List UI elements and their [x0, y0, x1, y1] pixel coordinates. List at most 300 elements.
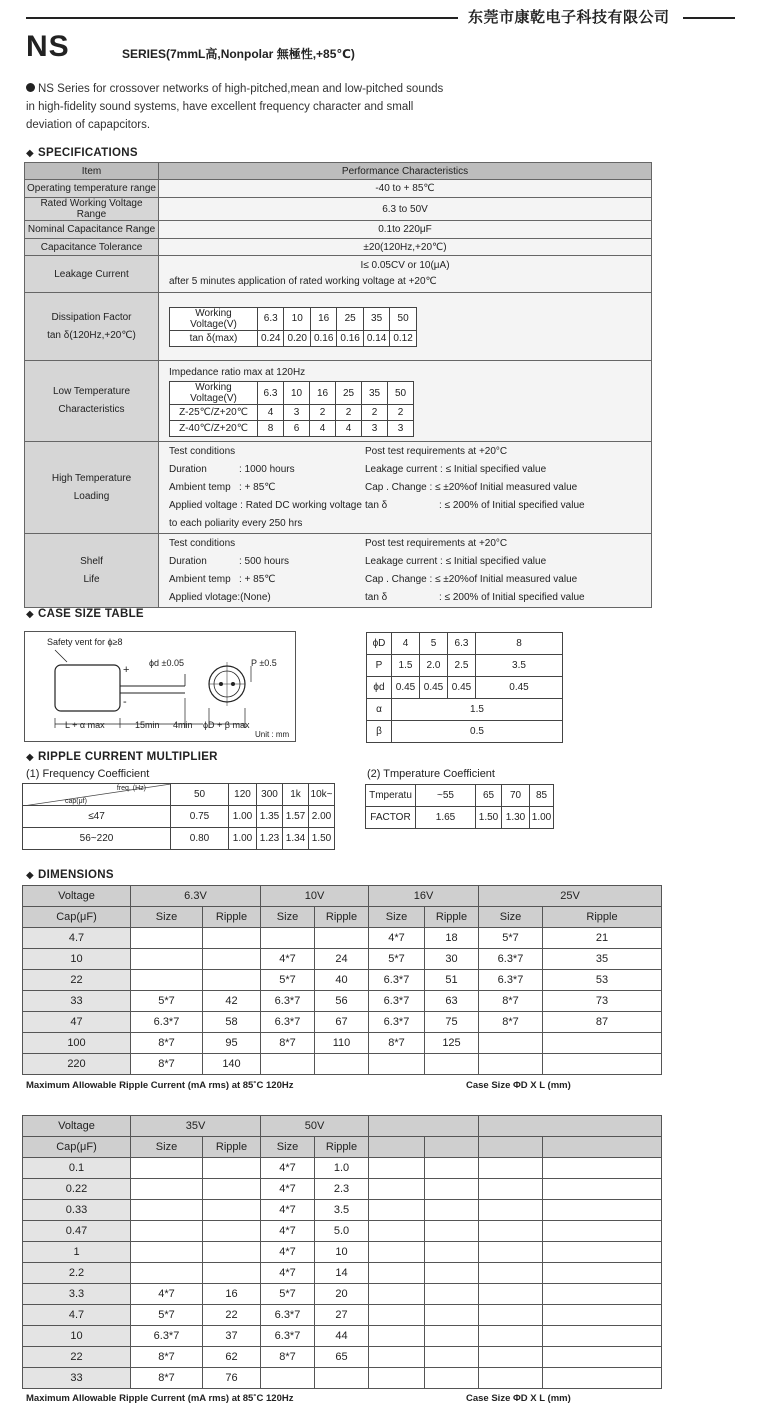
size-cell: 5*7	[479, 928, 543, 949]
freq-cell: 0.75	[171, 806, 229, 828]
size-cell	[131, 1158, 203, 1179]
spec-row	[25, 180, 652, 198]
spec-row-low-temp	[25, 361, 652, 442]
section-specifications: ◆ SPECIFICATIONS	[26, 147, 138, 159]
case-cell: P	[367, 655, 392, 677]
intro-text: NS Series for crossover networks of high-pitched,mean and low-pitched sounds in high-fidelity sound systems, have excellent frequency character and small deviation of capapcitors.	[26, 83, 444, 131]
ripple-cell: 62	[203, 1347, 261, 1368]
case-cell: 0.45	[448, 677, 476, 699]
temp-cell: 1.65	[416, 807, 476, 829]
inner-cell: 10	[284, 307, 310, 330]
length-label: L + α max	[65, 720, 105, 730]
size-cell	[131, 949, 203, 970]
kv-key: Applied vlotage:(None)	[169, 591, 271, 603]
freq-header-cell: 300	[257, 784, 283, 806]
size-cell	[479, 1368, 543, 1389]
temp-cell: 1.00	[530, 807, 554, 829]
cap-cell: 0.33	[23, 1200, 131, 1221]
voltage-header: 25V	[479, 886, 662, 907]
spec-row-shelf	[25, 534, 652, 608]
size-cell	[131, 970, 203, 991]
inner-cell: 3	[388, 421, 414, 437]
ripple-label: Ripple	[425, 907, 479, 928]
safety-vent-label: Safety vent for ϕ≥8	[47, 637, 123, 647]
spec-value-shelf	[159, 534, 652, 608]
ripple-cell	[425, 1326, 479, 1347]
ripple-cell: 65	[315, 1347, 369, 1368]
freq-cell: 1.57	[283, 806, 309, 828]
size-cell	[479, 1263, 543, 1284]
freq-cell: 0.80	[171, 828, 229, 850]
size-cell	[369, 1054, 425, 1075]
ripple-cell	[543, 1368, 662, 1389]
bullet-icon	[26, 83, 35, 92]
temp-cell: FACTOR	[366, 807, 416, 829]
spec-item: Capacitance Tolerance	[25, 239, 159, 256]
case-cell: 0.45	[420, 677, 448, 699]
size-cell	[131, 1263, 203, 1284]
size-cell: 8*7	[131, 1347, 203, 1368]
cap-cell: 2.2	[23, 1263, 131, 1284]
impedance-caption: Impedance ratio max at 120Hz	[169, 367, 306, 378]
size-cell: 5*7	[131, 991, 203, 1012]
case-cell: 5	[420, 633, 448, 655]
ripple-cell	[543, 1284, 662, 1305]
spec-item-dissipation	[25, 293, 159, 361]
kv-key: tan δ	[365, 591, 388, 603]
freq-header-cell: 10k~	[309, 784, 335, 806]
size-cell	[131, 1200, 203, 1221]
cap-cell: 33	[23, 1368, 131, 1389]
table-row	[23, 1200, 662, 1221]
ripple-cell: 140	[203, 1054, 261, 1075]
ripple-label	[543, 1137, 662, 1158]
ripple-cell	[543, 1242, 662, 1263]
size-cell	[131, 1179, 203, 1200]
voltage-header: 6.3V	[131, 886, 261, 907]
kv-value: : + 85℃	[239, 481, 276, 493]
voltage-header: 10V	[261, 886, 369, 907]
section-dimensions: ◆ DIMENSIONS	[26, 869, 114, 881]
size-cell: 8*7	[131, 1033, 203, 1054]
size-cell: 4*7	[131, 1284, 203, 1305]
size-cell	[479, 1158, 543, 1179]
size-cell: 4*7	[261, 1221, 315, 1242]
size-cell: 6.3*7	[369, 991, 425, 1012]
dissipation-sublabel: tan δ(120Hz,+20℃)	[47, 329, 136, 341]
inner-cell: 3	[284, 405, 310, 421]
ripple-label: Ripple	[315, 907, 369, 928]
specifications-table	[24, 162, 652, 608]
freq-cell: 1.00	[229, 806, 257, 828]
temperature-coefficient-title: (2) Tmperature Coefficient	[367, 768, 495, 780]
cap-cell: 220	[23, 1054, 131, 1075]
cap-cell: 100	[23, 1033, 131, 1054]
voltage-label: Voltage	[23, 886, 131, 907]
inner-cell: 8	[258, 421, 284, 437]
size-cell: 8*7	[369, 1033, 425, 1054]
cap-cell: 1	[23, 1242, 131, 1263]
size-cell	[479, 1242, 543, 1263]
size-cell: 8*7	[131, 1368, 203, 1389]
freq-header-cell: 50	[171, 784, 229, 806]
kv-key: Leakage current : ≤ Initial specified value	[365, 555, 547, 567]
temp-cell: ~55	[416, 785, 476, 807]
spec-value: -40 to + 85℃	[159, 180, 652, 198]
dim-body	[23, 928, 662, 1075]
size-cell	[369, 1368, 425, 1389]
section-ripple-multiplier: ◆ RIPPLE CURRENT MULTIPLIER	[26, 751, 218, 763]
table-row	[23, 1326, 662, 1347]
size-cell: 8*7	[261, 1033, 315, 1054]
size-cell: 4*7	[261, 1242, 315, 1263]
ripple-cell: 73	[543, 991, 662, 1012]
spec-item: Rated Working Voltage Range	[25, 198, 159, 221]
ripple-cell	[543, 1033, 662, 1054]
ripple-cell	[543, 1158, 662, 1179]
table-row	[23, 1033, 662, 1054]
spec-item-shelf	[25, 534, 159, 608]
freq-cell: 1.23	[257, 828, 283, 850]
freq-cell: 1.34	[283, 828, 309, 850]
ripple-cell: 21	[543, 928, 662, 949]
case-cell: α	[367, 699, 392, 721]
spec-header-item: Item	[25, 163, 159, 180]
ripple-cell	[203, 1179, 261, 1200]
ripple-label: Ripple	[203, 907, 261, 928]
freq-cell: 56~220	[23, 828, 171, 850]
spec-row	[25, 198, 652, 221]
dim-subheader-row	[23, 1137, 662, 1158]
dim-voltage-row	[23, 1116, 662, 1137]
leakage-formula: I≤ 0.05CV or 10(μA)	[360, 260, 450, 271]
inner-cell: 2	[336, 405, 362, 421]
ripple-cell	[543, 1263, 662, 1284]
ripple-cell	[203, 1158, 261, 1179]
size-cell	[369, 1305, 425, 1326]
high-temp-sublabel: Loading	[73, 490, 110, 502]
inner-cell: 0.12	[390, 330, 416, 346]
ripple-cell	[425, 1284, 479, 1305]
size-cell: 8*7	[479, 1012, 543, 1033]
size-label: Size	[369, 907, 425, 928]
ripple-cell	[203, 1221, 261, 1242]
case-diagram	[24, 631, 296, 742]
ripple-cell: 44	[315, 1326, 369, 1347]
ripple-cell: 42	[203, 991, 261, 1012]
size-cell: 4*7	[261, 949, 315, 970]
corner-cell	[23, 784, 171, 806]
ripple-cell: 10	[315, 1242, 369, 1263]
size-cell: 4*7	[261, 1200, 315, 1221]
inner-cell: 50	[390, 307, 416, 330]
table-row	[23, 1179, 662, 1200]
voltage-header: 35V	[131, 1116, 261, 1137]
lead-4min-label: 4min	[173, 720, 193, 730]
temp-cell: Tmperatu	[366, 785, 416, 807]
header-rule-right	[683, 17, 735, 19]
kv-value: : 1000 hours	[239, 463, 295, 475]
ripple-cell: 3.5	[315, 1200, 369, 1221]
freq-cell: 2.00	[309, 806, 335, 828]
inner-cell: 4	[310, 421, 336, 437]
size-cell: 6.3*7	[479, 949, 543, 970]
ripple-cell	[315, 1368, 369, 1389]
size-cell: 8*7	[261, 1347, 315, 1368]
ripple-cell: 18	[425, 928, 479, 949]
voltage-header	[479, 1116, 662, 1137]
cap-cell: 47	[23, 1012, 131, 1033]
series-code: NS	[26, 30, 70, 63]
size-cell	[369, 1158, 425, 1179]
kv-key: Ambient temp	[169, 481, 231, 493]
ripple-cell: 67	[315, 1012, 369, 1033]
kv-key: Test conditions	[169, 445, 236, 457]
ripple-cell: 30	[425, 949, 479, 970]
inner-cell: 6	[284, 421, 310, 437]
table-row	[23, 1221, 662, 1242]
series-intro	[26, 80, 446, 134]
diamond-icon: ◆	[26, 752, 34, 763]
inner-cell: 2	[362, 405, 388, 421]
size-cell: 4*7	[369, 928, 425, 949]
ripple-cell	[425, 1200, 479, 1221]
kv-key: tan δ	[365, 499, 388, 511]
inner-cell: Z-40℃/Z+20℃	[170, 421, 258, 437]
ripple-cell: 63	[425, 991, 479, 1012]
ripple-cell	[543, 1221, 662, 1242]
temperature-coefficient-table	[365, 784, 554, 829]
table-row	[23, 1158, 662, 1179]
size-cell: 6.3*7	[479, 970, 543, 991]
kv-key: Cap . Change : ≤ ±20%of Initial measured value	[365, 573, 578, 585]
ripple-cell	[203, 1242, 261, 1263]
diameter-label: ϕD + β max	[203, 720, 250, 730]
diamond-icon: ◆	[26, 870, 34, 881]
size-cell: 6.3*7	[369, 1012, 425, 1033]
spec-item: Operating temperature range	[25, 180, 159, 198]
freq-header-cell: 1k	[283, 784, 309, 806]
ripple-cell: 95	[203, 1033, 261, 1054]
section-case-size: ◆ CASE SIZE TABLE	[26, 608, 144, 620]
inner-cell: 16	[310, 307, 336, 330]
dim-body	[23, 1158, 662, 1389]
ripple-cell: 110	[315, 1033, 369, 1054]
plus-sign: +	[123, 664, 130, 676]
diagonal-line-icon	[23, 784, 171, 806]
size-cell: 4*7	[261, 1158, 315, 1179]
ripple-cell: 5.0	[315, 1221, 369, 1242]
size-cell	[369, 1200, 425, 1221]
unit-label: Unit : mm	[255, 730, 290, 739]
size-cell	[479, 1221, 543, 1242]
size-label: Size	[261, 1137, 315, 1158]
inner-cell: 4	[336, 421, 362, 437]
cap-cell: 10	[23, 1326, 131, 1347]
kv-value: : + 85℃	[239, 573, 276, 585]
size-cell	[479, 1284, 543, 1305]
lead-15min-label: 15min	[135, 720, 160, 730]
cap-cell: 33	[23, 991, 131, 1012]
case-cell: 4	[392, 633, 420, 655]
size-label: Size	[131, 907, 203, 928]
size-cell	[479, 1054, 543, 1075]
temp-cell: 70	[502, 785, 530, 807]
size-cell	[479, 1179, 543, 1200]
cap-label: Cap(μF)	[23, 1137, 131, 1158]
freq-cell: 1.50	[309, 828, 335, 850]
ripple-cell: 58	[203, 1012, 261, 1033]
impedance-table	[169, 381, 414, 437]
ripple-cell	[315, 928, 369, 949]
kv-key: Duration	[169, 463, 207, 475]
kv-value: : ≤ 200% of Initial specified value	[439, 499, 585, 511]
size-cell	[369, 1263, 425, 1284]
ripple-cell: 35	[543, 949, 662, 970]
case-cell: 2.0	[420, 655, 448, 677]
inner-cell: 0.16	[310, 330, 336, 346]
cap-cell: 0.22	[23, 1179, 131, 1200]
ripple-cell	[203, 1200, 261, 1221]
table-row	[23, 1012, 662, 1033]
ripple-cell: 87	[543, 1012, 662, 1033]
ripple-note: Maximum Allowable Ripple Current (mA rms) at 85˚C 120Hz	[26, 1080, 294, 1091]
size-cell	[369, 1221, 425, 1242]
size-label	[369, 1137, 425, 1158]
corner-freq-label: freq. (Hz)	[116, 785, 146, 792]
size-cell: 4*7	[261, 1263, 315, 1284]
size-cell: 6.3*7	[369, 970, 425, 991]
table-row	[23, 949, 662, 970]
inner-cell: 2	[310, 405, 336, 421]
inner-cell: 0.20	[284, 330, 310, 346]
case-size-note: Case Size ΦD X L (mm)	[466, 1393, 571, 1404]
ripple-cell: 76	[203, 1368, 261, 1389]
kv-key: to each poliarity every 250 hrs	[169, 517, 303, 529]
ripple-cell	[543, 1200, 662, 1221]
table-row	[23, 1347, 662, 1368]
spec-header-performance: Performance Characteristics	[159, 163, 652, 180]
ripple-cell: 125	[425, 1033, 479, 1054]
size-cell: 5*7	[131, 1305, 203, 1326]
table-row	[23, 1305, 662, 1326]
kv-key: Post test requirements at +20°C	[365, 537, 508, 549]
size-cell	[369, 1284, 425, 1305]
kv-key: Applied voltage : Rated DC working voltage	[169, 499, 362, 511]
inner-cell: 6.3	[258, 307, 284, 330]
size-cell	[369, 1179, 425, 1200]
dim-voltage-row	[23, 886, 662, 907]
ripple-cell	[425, 1347, 479, 1368]
pitch-label: P ±0.5	[251, 658, 277, 668]
case-cell: 8	[476, 633, 563, 655]
ripple-cell	[425, 1368, 479, 1389]
inner-cell: 16	[310, 382, 336, 405]
cap-cell: 3.3	[23, 1284, 131, 1305]
spec-row	[25, 221, 652, 239]
ripple-cell	[425, 1242, 479, 1263]
table-row	[23, 1368, 662, 1389]
size-cell: 5*7	[369, 949, 425, 970]
cap-label: Cap(μF)	[23, 907, 131, 928]
temp-cell: 85	[530, 785, 554, 807]
spec-value-low-temp	[159, 361, 652, 442]
inner-cell: Z-25℃/Z+20℃	[170, 405, 258, 421]
inner-cell: 10	[284, 382, 310, 405]
case-cell: 3.5	[476, 655, 563, 677]
size-cell	[261, 928, 315, 949]
spec-value: 0.1to 220μF	[159, 221, 652, 239]
case-cell: 0.45	[392, 677, 420, 699]
ripple-cell: 22	[203, 1305, 261, 1326]
table-row	[23, 1242, 662, 1263]
ripple-cell	[425, 1305, 479, 1326]
temp-cell: 65	[476, 785, 502, 807]
case-size-note: Case Size ΦD X L (mm)	[466, 1080, 571, 1091]
cap-cell: 0.1	[23, 1158, 131, 1179]
size-cell: 6.3*7	[261, 1305, 315, 1326]
ripple-label: Ripple	[315, 1137, 369, 1158]
freq-header-cell: 120	[229, 784, 257, 806]
ripple-cell: 53	[543, 970, 662, 991]
inner-cell: 35	[363, 307, 389, 330]
spec-header-row	[25, 163, 652, 180]
spec-row-high-temp	[25, 442, 652, 534]
lead-diameter-label: ϕd ±0.05	[149, 658, 185, 668]
spec-value: ±20(120Hz,+20℃)	[159, 239, 652, 256]
cap-cell: 22	[23, 970, 131, 991]
case-cell: ϕd	[367, 677, 392, 699]
cap-cell: 10	[23, 949, 131, 970]
size-cell	[479, 1326, 543, 1347]
dissipation-label: Dissipation Factor	[51, 311, 132, 323]
inner-cell: 0.16	[337, 330, 363, 346]
spec-value: 6.3 to 50V	[159, 198, 652, 221]
ripple-cell: 40	[315, 970, 369, 991]
cap-cell: 0.47	[23, 1221, 131, 1242]
table-row	[23, 1263, 662, 1284]
ripple-cell: 27	[315, 1305, 369, 1326]
case-cell: 2.5	[448, 655, 476, 677]
case-cell: β	[367, 721, 392, 743]
ripple-cell: 2.3	[315, 1179, 369, 1200]
size-label	[479, 1137, 543, 1158]
size-cell: 5*7	[261, 970, 315, 991]
low-temp-label: Low Temperature	[52, 386, 131, 397]
kv-value: : ≤ 200% of Initial specified value	[439, 591, 585, 603]
size-cell	[369, 1242, 425, 1263]
voltage-label: Voltage	[23, 1116, 131, 1137]
inner-cell: tan δ(max)	[170, 330, 258, 346]
spec-value-dissipation	[159, 293, 652, 361]
ripple-label: Ripple	[203, 1137, 261, 1158]
kv-key: Post test requirements at +20°C	[365, 445, 508, 457]
header-rule-left	[26, 17, 458, 19]
size-cell	[479, 1305, 543, 1326]
inner-cell: 3	[362, 421, 388, 437]
ripple-cell	[425, 1158, 479, 1179]
ripple-note: Maximum Allowable Ripple Current (mA rms) at 85˚C 120Hz	[26, 1393, 294, 1404]
inner-cell: 35	[362, 382, 388, 405]
ripple-cell	[203, 1263, 261, 1284]
company-name: 东莞市康乾电子科技有限公司	[468, 8, 670, 26]
voltage-header: 50V	[261, 1116, 369, 1137]
high-temp-label: High Temperature	[51, 472, 132, 484]
ripple-cell	[203, 949, 261, 970]
kv-key: Duration	[169, 555, 207, 567]
size-cell: 4*7	[261, 1179, 315, 1200]
size-cell	[369, 1326, 425, 1347]
